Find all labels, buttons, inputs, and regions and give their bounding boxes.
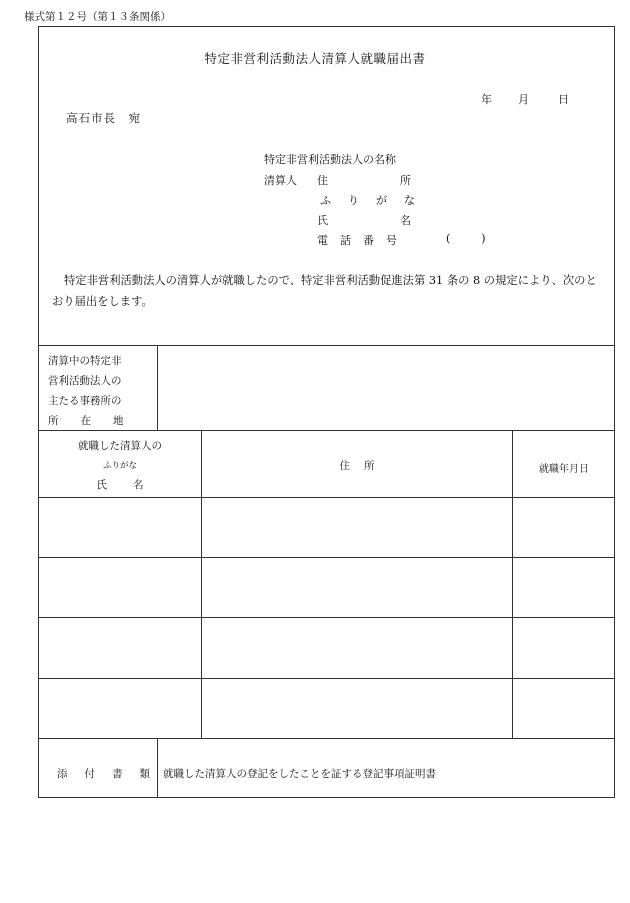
row-name-field[interactable] [39, 618, 201, 677]
org-name-label: 特定非営利活動法人の名称 [264, 153, 396, 166]
office-label-line: 営利活動法人の [48, 375, 122, 387]
addressee: 高石市長 宛 [66, 111, 141, 125]
column-header-name-sub: 氏名 [96, 479, 170, 491]
column-header-date: 就職年月日 [539, 464, 589, 475]
declaration-text: 特定非営利活動法人の清算人が就職したので、特定非営利活動促進法第 31 条の 8 の規定により、次のとおり届出をします。 [52, 274, 597, 308]
table-row [39, 558, 614, 617]
phone-area-code-field[interactable]: () [446, 232, 517, 245]
row-date-field[interactable] [513, 618, 614, 677]
row-address-field[interactable] [202, 679, 512, 738]
row-name-field[interactable] [39, 558, 201, 617]
row-address-field[interactable] [202, 558, 512, 617]
office-label-line: 所在地 [48, 415, 146, 427]
row-name-field[interactable] [39, 679, 201, 738]
row-date-field[interactable] [513, 498, 614, 557]
date-year-label: 年 [481, 93, 492, 106]
name-label-part: 氏 [317, 214, 328, 227]
office-label-line: 清算中の特定非 [48, 355, 122, 367]
divider [38, 738, 615, 739]
table-row [39, 618, 614, 677]
office-label-line: 主たる事務所の [48, 395, 122, 407]
row-name-field[interactable] [39, 498, 201, 557]
office-location-field[interactable] [158, 346, 614, 430]
table-row [39, 679, 614, 738]
address-label-part: 住 [317, 174, 328, 187]
attachments-label: 添付書類 [57, 768, 167, 780]
table-row [39, 498, 614, 557]
column-header-address: 住所 [339, 460, 389, 472]
date-day-label: 日 [558, 93, 569, 106]
liquidator-label: 清算人 [264, 174, 297, 187]
row-date-field[interactable] [513, 558, 614, 617]
office-location-label [48, 351, 150, 431]
column-header-name: 就職した清算人の [78, 440, 162, 452]
form-title: 特定非営利活動法人清算人就職届出書 [204, 51, 426, 66]
row-address-field[interactable] [202, 498, 512, 557]
name-label-part: 名 [400, 214, 411, 227]
furigana-label: ふりがな [320, 194, 432, 207]
date-month-label: 月 [518, 93, 529, 106]
attachments-value: 就職した清算人の登記をしたことを証する登記事項証明書 [163, 768, 436, 780]
form-number: 様式第１２号（第１３条関係） [24, 11, 171, 23]
address-label-part: 所 [400, 174, 411, 187]
row-address-field[interactable] [202, 618, 512, 677]
row-date-field[interactable] [513, 679, 614, 738]
phone-label: 電話番号 [317, 234, 409, 247]
column-header-furigana: ふりがな [102, 461, 137, 471]
